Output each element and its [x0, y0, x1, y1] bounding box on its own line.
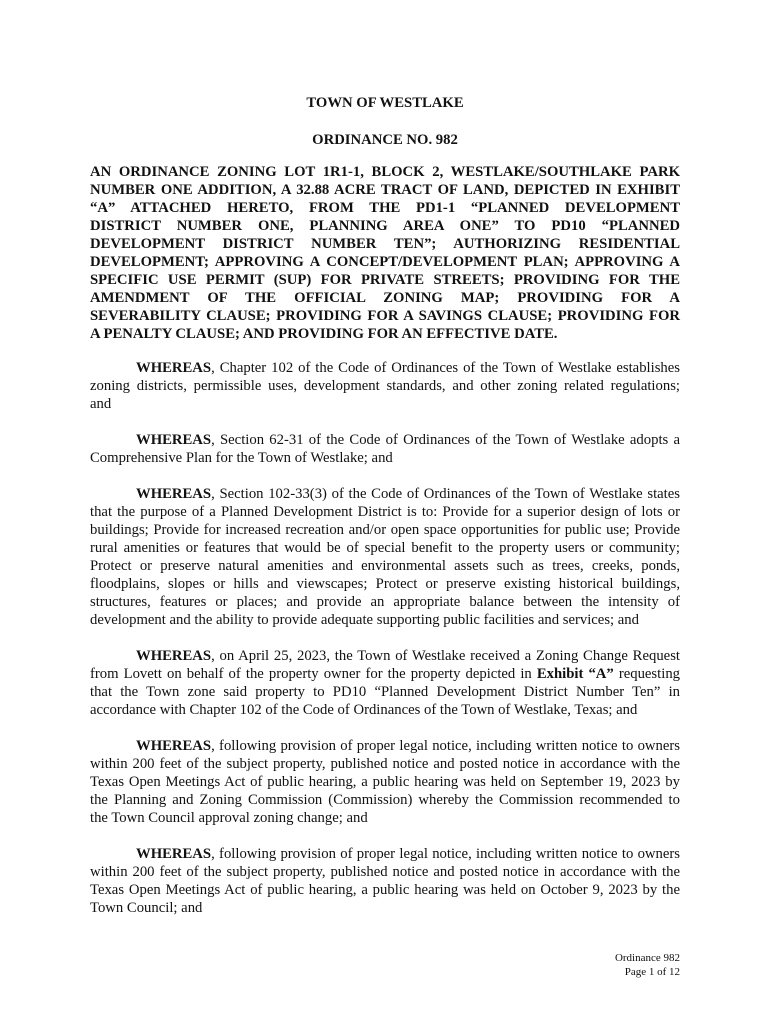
text-segment: the Planning and Zoning Commission (Commission) whereby the Commission recommended to [90, 792, 680, 808]
text-segment: , Section 102-33(3) of the Code of Ordinances of the Town of Westlake states [211, 486, 680, 502]
text-line [90, 863, 680, 881]
whereas-keyword: WHEREAS [136, 486, 212, 502]
ordinance-number: ORDINANCE NO. 982 [312, 132, 458, 148]
text-segment: that the purpose of a Planned Development District is to: Provide for a superior design of lots or [90, 504, 680, 520]
text-line [90, 503, 680, 521]
text-segment: , following provision of proper legal notice, including written notice to owners [211, 738, 680, 754]
text-segment: the Town Council approval zoning change; and [90, 810, 368, 826]
footer-page-number: Page 1 of 12 [624, 966, 680, 978]
whereas-clauses [90, 359, 680, 917]
whereas-keyword: WHEREAS [136, 846, 212, 862]
text-segment: , following provision of proper legal notice, including written notice to owners [211, 846, 680, 862]
whereas-keyword: WHEREAS [136, 738, 212, 754]
document-body [90, 94, 680, 917]
bold-exhibit-reference: Exhibit “A” [536, 666, 614, 682]
text-segment: Protect or preserve natural amenities and environmental assets such as trees, creeks, ponds, [90, 558, 680, 574]
text-segment: Town Council; and [90, 900, 203, 916]
text-segment: structures, features or places; and provide an appropriate balance between the intensity of [90, 594, 680, 610]
text-segment: , Chapter 102 of the Code of Ordinances of the Town of Westlake establishes [211, 360, 680, 376]
text-line [90, 593, 680, 611]
text-line [90, 485, 680, 503]
text-line [90, 359, 680, 377]
text-segment: development and the ability to provide adequate supporting public facilities and services; and [90, 612, 639, 628]
town-title: TOWN OF WESTLAKE [306, 95, 464, 111]
caption-line: AMENDMENT OF THE OFFICIAL ZONING MAP; PROVIDING FOR A [90, 290, 680, 306]
text-line [90, 683, 680, 701]
text-line [90, 377, 680, 395]
text-segment: floodplains, slopes or hills and viewscapes; Protect or preserve existing historical buildings, [90, 576, 680, 592]
caption-line: “A” ATTACHED HERETO, FROM THE PD1-1 “PLANNED DEVELOPMENT [90, 200, 680, 216]
caption-line: DEVELOPMENT DISTRICT NUMBER TEN”; AUTHORIZING RESIDENTIAL [90, 236, 680, 252]
text-line [90, 647, 680, 665]
text-line [90, 809, 680, 827]
text-segment: Texas Open Meetings Act of public hearing, a public hearing was held on September 19, 2023 by [90, 774, 680, 790]
text-line [90, 791, 680, 809]
text-segment: from Lovett on behalf of the property owner for the property depicted in [90, 666, 537, 682]
text-segment: buildings; Provide for increased recreation and/or open space opportunities for public use; Provide [90, 522, 680, 538]
text-segment: , Section 62-31 of the Code of Ordinances of the Town of Westlake adopts a [211, 432, 680, 448]
page-footer [615, 951, 680, 979]
whereas-paragraph [90, 359, 680, 413]
whereas-paragraph [90, 431, 680, 467]
text-line [90, 899, 680, 917]
text-segment: within 200 feet of the subject property, published notice and posted notice in accordance with the [90, 864, 680, 880]
text-line [90, 575, 680, 593]
text-line [90, 539, 680, 557]
whereas-keyword: WHEREAS [136, 432, 212, 448]
whereas-paragraph [90, 845, 680, 917]
whereas-keyword: WHEREAS [136, 360, 212, 376]
text-segment: zoning districts, permissible uses, development standards, and other zoning related regulations; [90, 378, 680, 394]
text-segment: Comprehensive Plan for the Town of Westlake; and [90, 450, 393, 466]
text-line [90, 845, 680, 863]
caption-line: SEVERABILITY CLAUSE; PROVIDING FOR A SAVINGS CLAUSE; PROVIDING FOR [90, 308, 680, 324]
text-line [90, 611, 680, 629]
text-line [90, 431, 680, 449]
text-segment: requesting [613, 666, 681, 682]
text-line [90, 701, 680, 719]
text-segment: within 200 feet of the subject property, published notice and posted notice in accordance with the [90, 756, 680, 772]
text-line [90, 773, 680, 791]
text-line [90, 449, 680, 467]
whereas-paragraph [90, 485, 680, 629]
text-line [90, 557, 680, 575]
text-segment: , on April 25, 2023, the Town of Westlake received a Zoning Change Request [211, 648, 680, 664]
ordinance-caption [90, 163, 680, 343]
footer-ordinance-label: Ordinance 982 [614, 952, 680, 964]
text-line [90, 737, 680, 755]
text-line [90, 881, 680, 899]
whereas-paragraph [90, 647, 680, 719]
whereas-keyword: WHEREAS [136, 648, 212, 664]
text-line [90, 755, 680, 773]
caption-line: NUMBER ONE ADDITION, A 32.88 ACRE TRACT OF LAND, DEPICTED IN EXHIBIT [90, 182, 680, 198]
text-line [90, 665, 680, 683]
caption-line: AN ORDINANCE ZONING LOT 1R1-1, BLOCK 2, WESTLAKE/SOUTHLAKE PARK [90, 164, 680, 180]
text-line [90, 521, 680, 539]
caption-line: SPECIFIC USE PERMIT (SUP) FOR PRIVATE STREETS; PROVIDING FOR THE [90, 272, 680, 288]
text-segment: accordance with Chapter 102 of the Code of Ordinances of the Town of Westlake, Texas; and [90, 702, 638, 718]
caption-line: DEVELOPMENT; APPROVING A CONCEPT/DEVELOPMENT PLAN; APPROVING A [90, 254, 680, 270]
text-segment: Texas Open Meetings Act of public hearing, a public hearing was held on October 9, 2023 by the [90, 882, 680, 898]
text-segment: and [90, 396, 112, 412]
whereas-paragraph [90, 737, 680, 827]
caption-line: DISTRICT NUMBER ONE, PLANNING AREA ONE” TO PD10 “PLANNED [90, 218, 680, 234]
text-segment: rural amenities or features that would be of special benefit to the property users or community; [90, 540, 680, 556]
text-line [90, 395, 680, 413]
text-segment: that the Town zone said property to PD10 “Planned Development District Number Ten” in [90, 684, 680, 700]
caption-line: A PENALTY CLAUSE; AND PROVIDING FOR AN EFFECTIVE DATE. [90, 326, 558, 342]
